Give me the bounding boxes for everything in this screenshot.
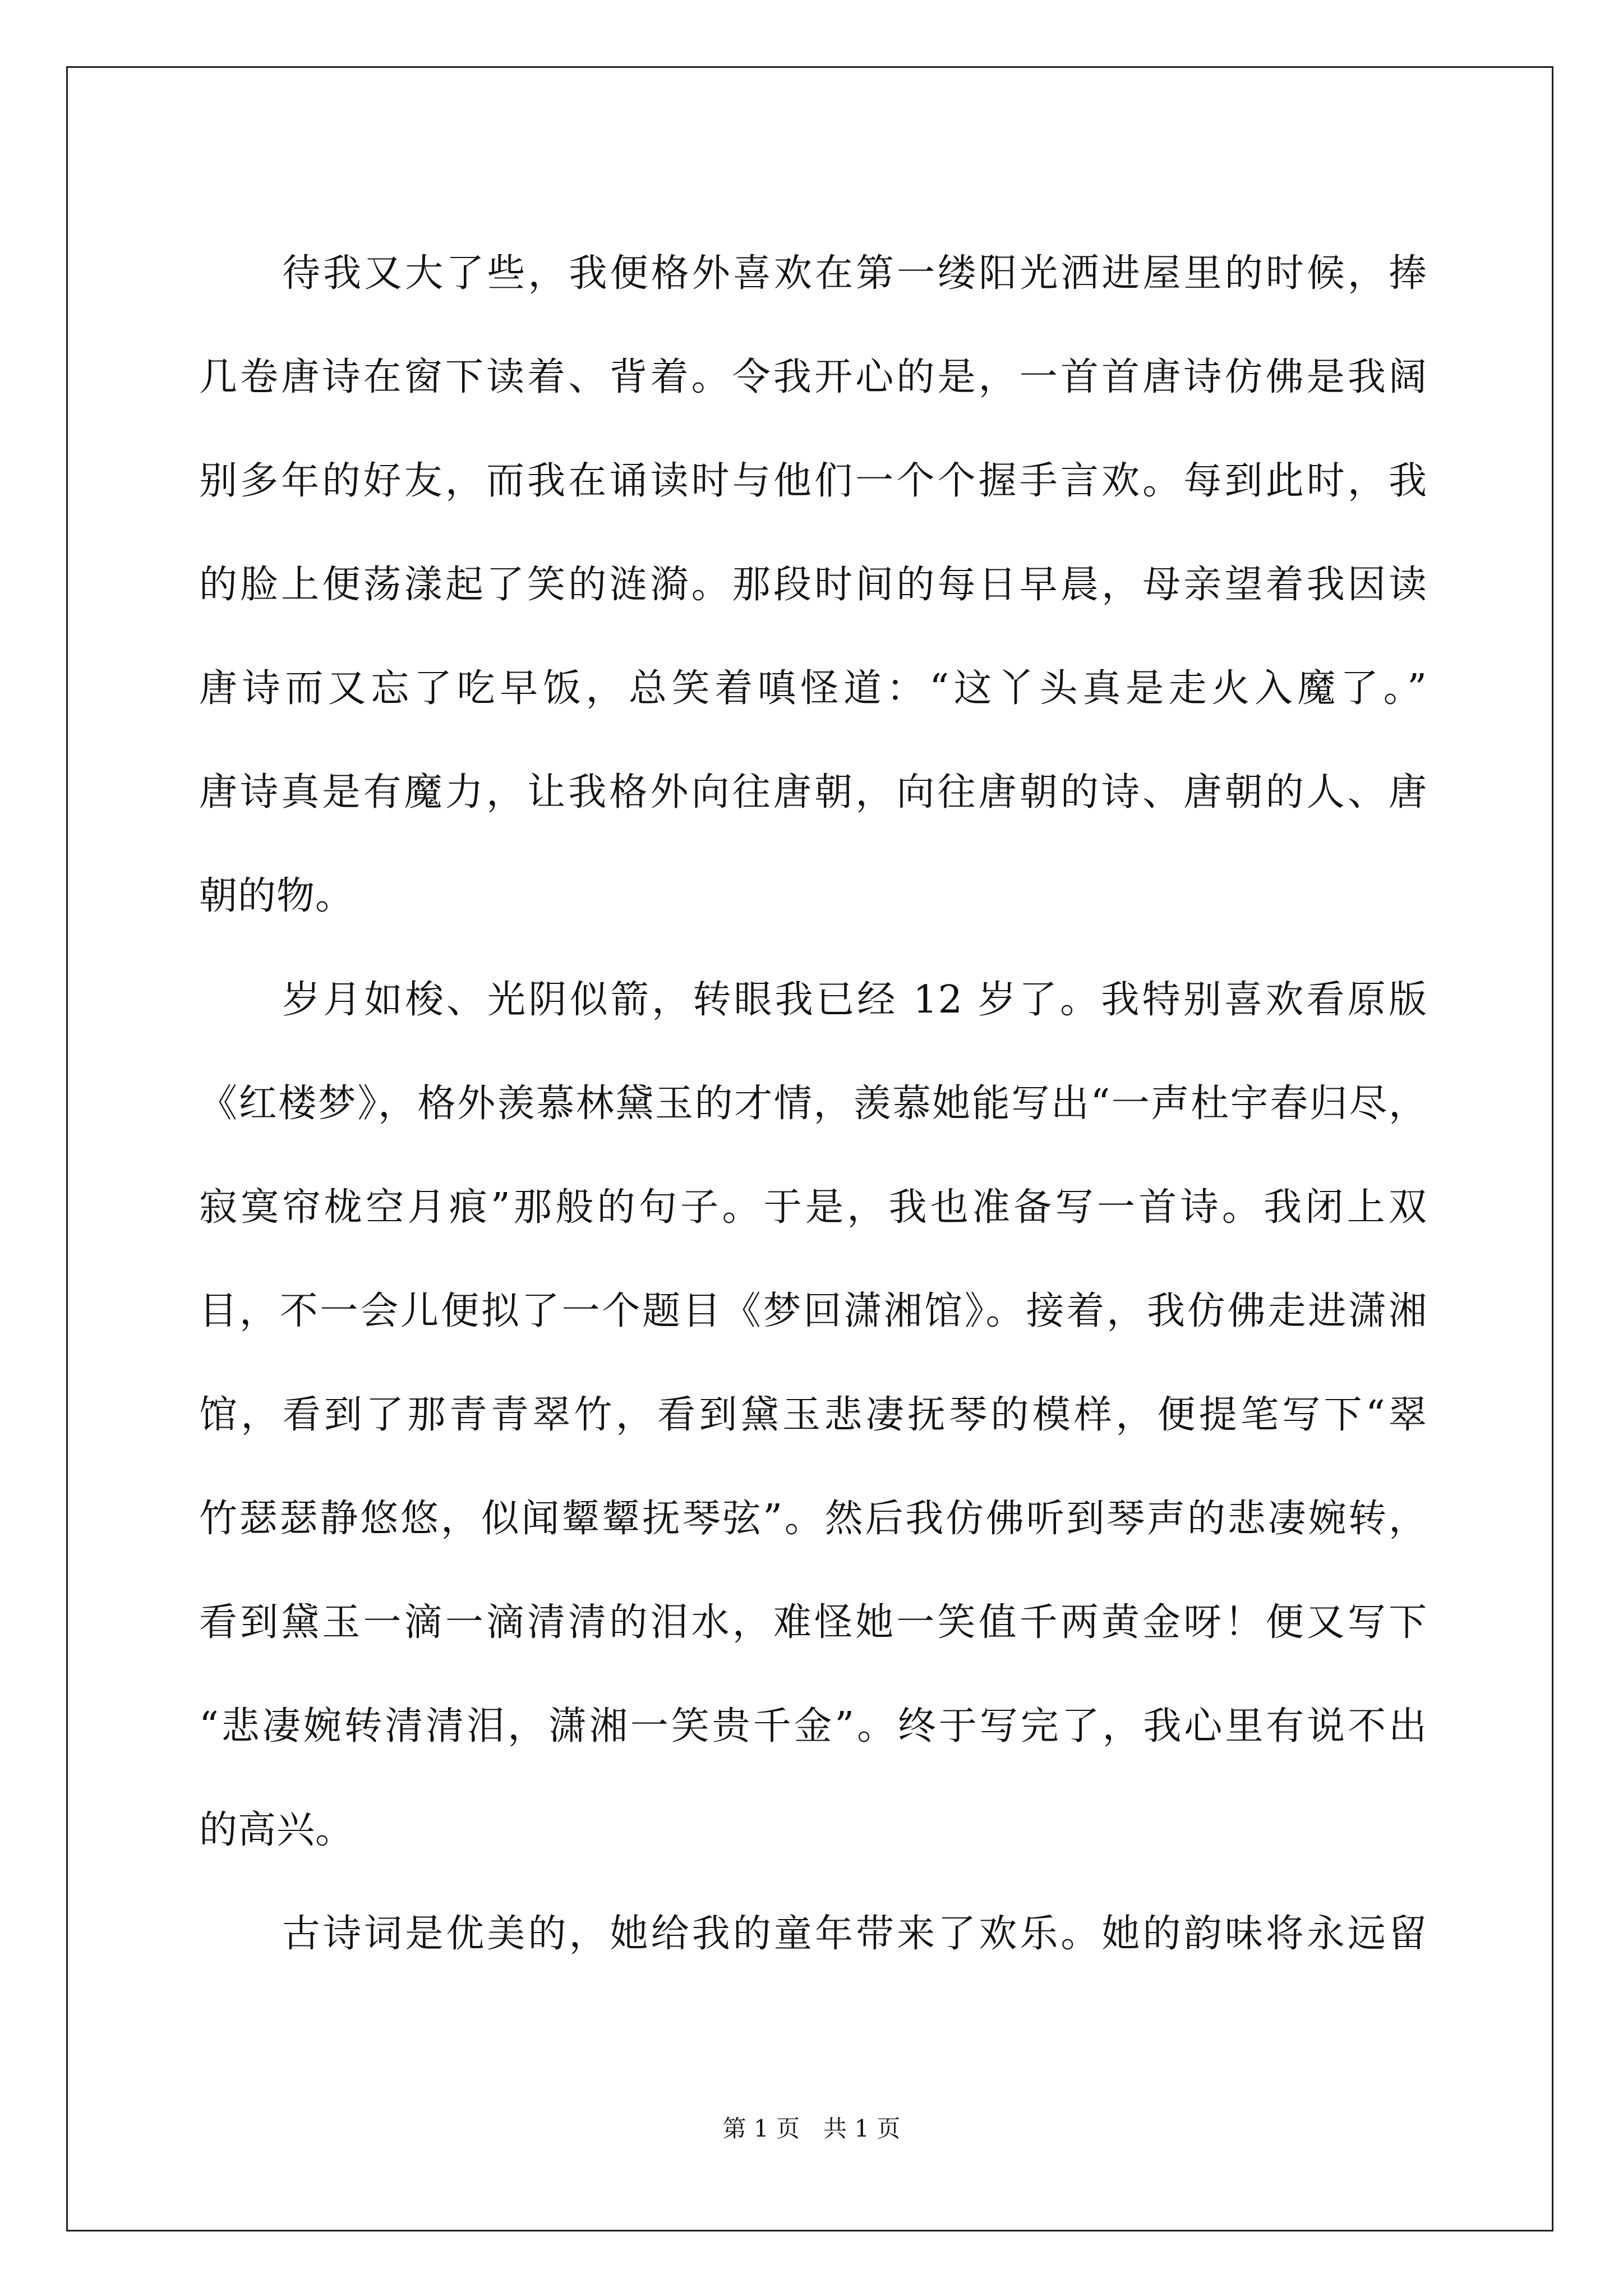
text-line: 别多年的好友，而我在诵读时与他们一个个握手言欢。每到此时，我 [199,459,1427,503]
text-line: 岁月如梭、光阴似箭，转眼我已经 12 岁了。我特别喜欢看原版 [282,978,1427,1022]
page-number-footer: 第 1 页 共 1 页 [722,2115,901,2142]
text-line: 几卷唐诗在窗下读着、背着。令我开心的是，一首首唐诗仿佛是我阔 [199,355,1427,399]
text-line: 古诗词是优美的，她给我的童年带来了欢乐。她的韵味将永远留 [282,1912,1427,1956]
text-line: 朝的物。 [199,874,354,918]
document-body [199,222,1427,1986]
text-line: 寂寞帘栊空月痕”那般的句子。于是，我也准备写一首诗。我闭上双 [199,1185,1427,1230]
text-line: 的高兴。 [199,1808,354,1852]
text-line: 待我又大了些，我便格外喜欢在第一缕阳光洒进屋里的时候，捧 [282,251,1427,296]
text-line: “悲凄婉转清清泪，潇湘一笑贵千金”。终于写完了，我心里有说不出 [199,1704,1427,1749]
text-line: 的脸上便荡漾起了笑的涟漪。那段时间的每日早晨，母亲望着我因读 [199,563,1427,607]
text-line: 唐诗而又忘了吃早饭，总笑着嗔怪道：“这丫头真是走火入魔了。” [199,666,1427,711]
text-line: 馆，看到了那青青翠竹，看到黛玉悲凄抚琴的模样，便提笔写下“翠 [199,1393,1427,1437]
text-line: 《红楼梦》，格外羡慕林黛玉的才情，羡慕她能写出“一声杜宇春归尽， [199,1082,1427,1126]
text-line: 目，不一会儿便拟了一个题目《梦回潇湘馆》。接着，我仿佛走进潇湘 [199,1289,1427,1333]
text-line: 竹瑟瑟静悠悠，似闻颦颦抚琴弦”。然后我仿佛听到琴声的悲凄婉转， [199,1497,1427,1541]
text-line: 看到黛玉一滴一滴清清的泪水，难怪她一笑值千两黄金呀！便又写下 [199,1600,1427,1645]
text-line: 唐诗真是有魔力，让我格外向往唐朝，向往唐朝的诗、唐朝的人、唐 [199,770,1427,815]
